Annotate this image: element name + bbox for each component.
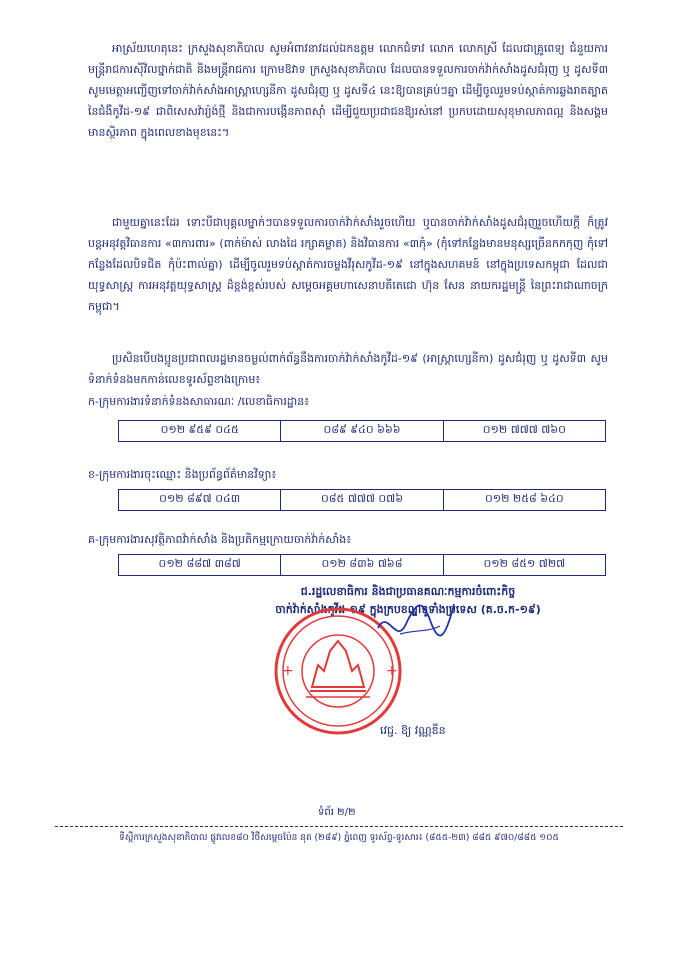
handwritten-signature xyxy=(370,590,460,650)
phone-number: ០១២ ៨៩៧ ០៤៣ xyxy=(119,490,281,511)
phone-number: ០៨៥ ៧៧៧ ០៧៦ xyxy=(281,490,443,511)
phone-number: ០១២ ៧៧៧ ៧៦០ xyxy=(443,421,605,442)
footer-address: ទីស្តីការក្រសួងសុខាភិបាល ផ្លូវលេខ៨០ វិថីសម្តេចប៉ែន នុត (២៨៩) ភ្នំពេញ ទូរស័ព្ទ-ទូរសារ៖ (៨៥៥-២៣) ៨៨៥ ៩៧០/៨៨៥ ១០៥ xyxy=(119,833,559,843)
table-row xyxy=(119,490,606,511)
phone-number: ០១២ ២៥៨ ៦៤០ xyxy=(443,490,605,511)
appeal-paragraph: អាស្រ័យហេតុនេះ ក្រសួងសុខាភិបាល សូមអំពាវនាវដល់ឯកឧត្តម លោកជំទាវ លោក លោកស្រី ដែលជាគ្រូពេទ្យ ជំនួយការ មន្ត្រីរាជការស៊ីវិលថ្នាក់ជាតិ និងមន្ត្រីរាជការ ក្រោមឱវាទ ក្រសួងសុខាភិបាល ដែលបានទទួលការចាក់វ៉ាក់សាំងដូសជំរុញ ឬ ដូសទី៣ សូមមេត្តាអញ្ជើញទៅចាក់វ៉ាក់សាំងអាស្ត្រាហ្សេនីកា ដូសជំរុញ ឬ ដូសទី៤ នេះឱ្យបានគ្រប់ៗគ្នា ដើម្បីចូលរួមទប់ស្កាត់ការឆ្លងរាតត្បាត នៃជំងឺកូវីដ-១៩ ជាពិសេសវ៉ារ្យ៉ង់ថ្មី និងជាការបង្កើនភាពស៊ាំ ដើម្បីជួយប្រជាជនឱ្យរស់នៅ ប្រកបដោយសុខុមាលភាពល្អ និងសង្គមមានស្ថិរភាព ក្នុងពេលខាងមុខនេះ។ xyxy=(88,42,608,139)
signatory-title-line: ចាក់វ៉ាក់សាំងកូវីដ-១៩ ក្នុងក្របខណ្ឌទូទាំងប្រទេស (គ.ច.ក-១៩) xyxy=(275,603,541,616)
hotline-table-registration xyxy=(118,489,606,511)
measures-paragraph: ជាមួយគ្នានេះដែរ ទោះបីជាបុគ្គលម្នាក់ៗបានទទួលការចាក់វ៉ាក់សាំងរួចហើយ ឬបានចាក់វ៉ាក់សាំងដូសជំរុញរួចហើយក្តី ក៏ត្រូវបន្តអនុវត្តវិធានការ «៣ការពារ» (ពាក់ម៉ាស់ លាងដៃ រក្សាគម្លាត) និងវិធានការ «៣កុំ» (កុំទៅកន្លែងមានមនុស្សច្រើនកកកុញ កុំទៅកន្លែងដែលបិទជិត កុំប៉ះពាល់គ្នា) ដើម្បីចូលរួមទប់ស្កាត់ការចម្លងវីរុសកូវីដ-១៩ នៅក្នុងសហគមន៍ នៅក្នុងប្រទេសកម្ពុជា ដែលជាយុទ្ធសាស្ត្រ ការអនុវត្តយុទ្ធសាស្ត្រ ដ៏ខ្ពង់ខ្ពស់របស់ សម្តេចអគ្គមហាសេនាបតីតេជោ ហ៊ុន សែន នាយករដ្ឋមន្ត្រី នៃព្រះរាជាណាចក្រកម្ពុជា។ xyxy=(88,216,608,313)
phone-number: ០៨៩ ៩៤០ ៦៦៦ xyxy=(281,421,443,442)
signatory-title-line: ជ.រដ្ឋលេខាធិការ និងជាប្រធានគណៈកម្មការចំពោះកិច្ច xyxy=(300,585,516,598)
phone-number: ០១២ ៨៨៧ ៣៨៧ xyxy=(119,555,281,576)
phone-number: ០១២ ៨៣៦ ៧៦៨ xyxy=(281,555,443,576)
hotline-heading-public-relations: ក-ក្រុមការងារទំនាក់ទំនងសាធារណៈ /លេខាធិការដ្ឋាន៖ xyxy=(88,395,310,408)
hotline-table-vaccine-safety xyxy=(118,554,606,576)
contact-paragraph: ប្រសិនបើបងប្អូនប្រជាពលរដ្ឋមានចម្ងល់ពាក់ព័ន្ធនឹងការចាក់វ៉ាក់សាំងកូវីដ-១៩ (អាស្ត្រាហ្សេនីកា) ដូសជំរុញ ឬ ដូសទី៣ សូមទំនាក់ទំនងមកកាន់លេខទូរស័ព្ទខាងក្រោម៖ xyxy=(88,352,608,386)
table-row xyxy=(119,555,606,576)
hotline-table-public-relations xyxy=(118,420,606,442)
svg-text:+: + xyxy=(386,663,398,679)
page-number: ទំព័រ ២/២ xyxy=(318,807,356,818)
hotline-heading-registration: ខ-ក្រុមការងារចុះឈ្មោះ និងប្រព័ន្ធព័ត៌មានវិទ្យា៖ xyxy=(88,468,277,481)
footer-divider xyxy=(55,826,623,827)
phone-number: ០១២ ៨៥១ ៧២៧ xyxy=(443,555,605,576)
hotline-heading-vaccine-safety: គ-ក្រុមការងារសុវត្ថិភាពវ៉ាក់សាំង និងប្រតិកម្មក្រោយចាក់វ៉ាក់សាំង៖ xyxy=(88,533,352,546)
svg-text:+: + xyxy=(282,663,294,679)
signatory-name: វេជ្ជ. ឱ្យ វណ្ណឌីន xyxy=(380,724,446,737)
table-row xyxy=(119,421,606,442)
phone-number: ០១២ ៩៥៩ ០៤៥ xyxy=(119,421,281,442)
